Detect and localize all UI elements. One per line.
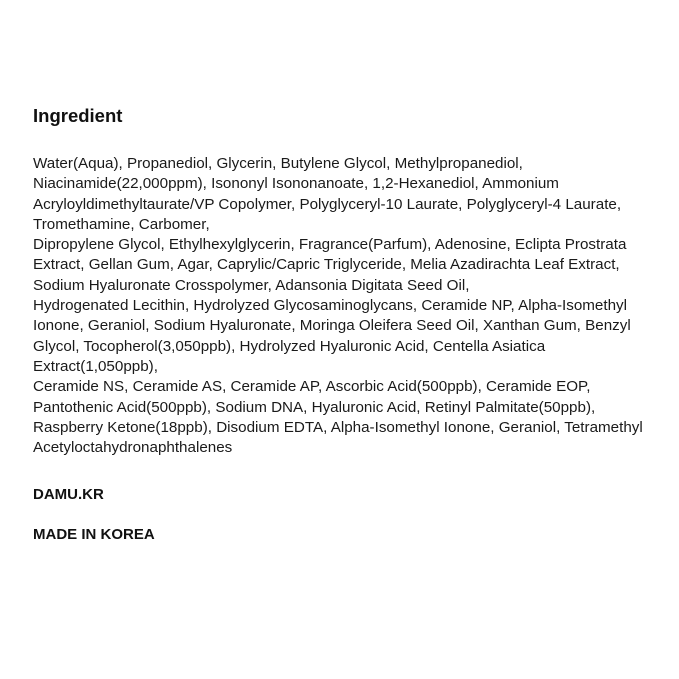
origin-label: MADE IN KOREA bbox=[33, 526, 155, 544]
ingredient-list bbox=[33, 154, 648, 458]
ingredient-heading: Ingredient bbox=[33, 105, 123, 126]
ingredient-panel bbox=[33, 104, 648, 545]
ingredient-paragraph: Dipropylene Glycol, Ethylhexylglycerin, Fragrance(Parfum), Adenosine, Eclipta Prostrata Extract, Gellan Gum, Agar, Caprylic/Capric Triglyceride, Melia Azadirachta Leaf Extract, Sodium Hyaluronate Crosspolymer, Adansonia Digitata Seed Oil, bbox=[33, 236, 627, 294]
ingredient-paragraph: Ceramide NS, Ceramide AS, Ceramide AP, Ascorbic Acid(500ppb), Ceramide EOP, Pantothenic Acid(500ppb), Sodium DNA, Hyaluronic Acid, Retinyl Palmitate(50ppb), Raspberry Ketone(18ppb), Disodium EDTA, Alpha-Isomethyl Ionone, Geraniol, Tetramethyl Acetyloctahydronaphthalenes bbox=[33, 378, 643, 457]
ingredient-paragraph: Water(Aqua), Propanediol, Glycerin, Butylene Glycol, Methylpropanediol, Niacinamide(22,000ppm), Isononyl Isononanoate, 1,2-Hexanediol, Ammonium Acryloyldimethyltaurate/VP Copolymer, Polyglyceryl-10 Laurate, Polyglyceryl-4 Laurate, Tromethamine, Carbomer, bbox=[33, 155, 622, 233]
ingredient-paragraph: Hydrogenated Lecithin, Hydrolyzed Glycosaminoglycans, Ceramide NP, Alpha-Isomethyl Ionone, Geraniol, Sodium Hyaluronate, Moringa Oleifera Seed Oil, Xanthan Gum, Benzyl Glycol, Tocopherol(3,050ppb), Hydrolyzed Hyaluronic Acid, Centella Asiatica Extract(1,050ppb), bbox=[33, 297, 631, 375]
brand-label: DAMU.KR bbox=[33, 486, 104, 504]
